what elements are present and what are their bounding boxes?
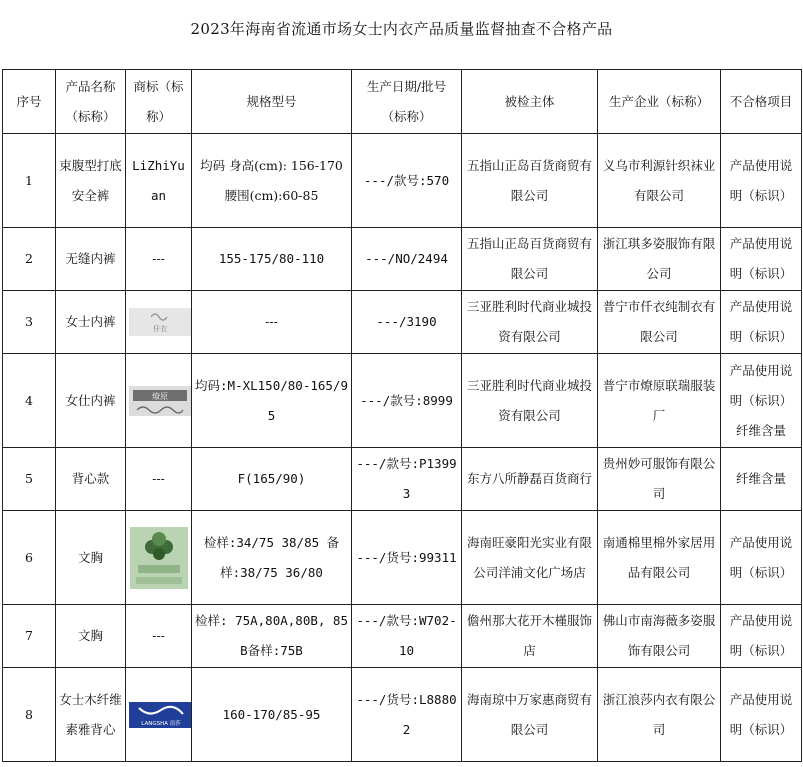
table-row: [3, 228, 802, 291]
cell-product-name: 女仕内裤: [56, 354, 126, 448]
cell-manufacturer: 普宁市燎原联瑞服装厂: [598, 354, 721, 448]
cell-date-batch: ---/款号:570: [352, 134, 462, 228]
cell-no: 7: [3, 605, 56, 668]
table-row: [3, 448, 802, 511]
cell-failed-item: 产品使用说明（标识）: [721, 228, 802, 291]
cell-brand: [126, 511, 192, 605]
cell-spec: ---: [192, 291, 352, 354]
cell-brand: [126, 354, 192, 448]
cell-spec: 均码:M-XL150/80-165/95: [192, 354, 352, 448]
svg-text:LANGSHA 浪莎: LANGSHA 浪莎: [141, 720, 181, 727]
cell-brand: ---: [126, 228, 192, 291]
cell-inspected-entity: 五指山正岛百货商贸有限公司: [462, 134, 598, 228]
cell-failed-item: 产品使用说明（标识）: [721, 291, 802, 354]
cell-failed-item: 纤维含量: [721, 448, 802, 511]
cell-manufacturer: 浙江琪多姿服饰有限公司: [598, 228, 721, 291]
cell-product-name: 背心款: [56, 448, 126, 511]
cell-no: 2: [3, 228, 56, 291]
green-flower-logo: [130, 527, 188, 589]
cell-no: 5: [3, 448, 56, 511]
table-row: [3, 605, 802, 668]
cell-date-batch: ---/款号:P13993: [352, 448, 462, 511]
cell-spec: 均码 身高(cm): 156-170腰围(cm):60-85: [192, 134, 352, 228]
col-header-date-batch: 生产日期/批号（标称）: [352, 70, 462, 134]
cell-manufacturer: 普宁市仟衣纯制衣有限公司: [598, 291, 721, 354]
cell-product-name: 无缝内裤: [56, 228, 126, 291]
cell-no: 3: [3, 291, 56, 354]
cell-inspected-entity: 海南旺豪阳光实业有限公司洋浦文化广场店: [462, 511, 598, 605]
cell-manufacturer: 佛山市南海薇多姿服饰有限公司: [598, 605, 721, 668]
svg-text:燎原: 燎原: [152, 391, 168, 401]
cell-spec: 160-170/85-95: [192, 668, 352, 762]
table-row: [3, 511, 802, 605]
cell-product-name: 女士内裤: [56, 291, 126, 354]
cell-brand: [126, 291, 192, 354]
svg-text:仟衣: 仟衣: [153, 325, 167, 333]
cell-failed-item: 产品使用说明（标识）: [721, 668, 802, 762]
cell-spec: 检样: 75A,80A,80B, 85B备样:75B: [192, 605, 352, 668]
cell-no: 6: [3, 511, 56, 605]
cell-failed-item: 产品使用说明（标识）纤维含量: [721, 354, 802, 448]
cell-date-batch: ---/NO/2494: [352, 228, 462, 291]
cell-inspected-entity: 五指山正岛百货商贸有限公司: [462, 228, 598, 291]
cell-manufacturer: 南通棉里棉外家居用品有限公司: [598, 511, 721, 605]
cell-no: 8: [3, 668, 56, 762]
cell-brand: ---: [126, 448, 192, 511]
cell-product-name: 束腹型打底安全裤: [56, 134, 126, 228]
col-header-brand: 商标（标称）: [126, 70, 192, 134]
cell-product-name: 文胸: [56, 511, 126, 605]
cell-date-batch: ---/货号:L88802: [352, 668, 462, 762]
cell-manufacturer: 贵州妙可服饰有限公司: [598, 448, 721, 511]
cell-brand: ---: [126, 605, 192, 668]
cell-product-name: 文胸: [56, 605, 126, 668]
cell-date-batch: ---/3190: [352, 291, 462, 354]
cell-inspected-entity: 东方八所静磊百货商行: [462, 448, 598, 511]
cell-brand: LiZhiYuan: [126, 134, 192, 228]
cell-inspected-entity: 三亚胜利时代商业城投资有限公司: [462, 354, 598, 448]
cell-manufacturer: 义乌市利源针织袜业有限公司: [598, 134, 721, 228]
table-row: [3, 134, 802, 228]
table-row: [3, 291, 802, 354]
cell-inspected-entity: 儋州那大花开木槿服饰店: [462, 605, 598, 668]
cell-date-batch: ---/货号:99311: [352, 511, 462, 605]
cell-inspected-entity: 三亚胜利时代商业城投资有限公司: [462, 291, 598, 354]
cell-spec: 检样:34/75 38/85 备样:38/75 36/80: [192, 511, 352, 605]
col-header-manufacturer: 生产企业（标称）: [598, 70, 721, 134]
cell-date-batch: ---/款号:W702-10: [352, 605, 462, 668]
purple-script-logo: [129, 386, 191, 416]
cell-no: 4: [3, 354, 56, 448]
col-header-no: 序号: [3, 70, 56, 134]
qm-brand-logo: [129, 308, 191, 336]
page-title: 2023年海南省流通市场女士内衣产品质量监督抽查不合格产品: [190, 20, 613, 38]
cell-failed-item: 产品使用说明（标识）: [721, 605, 802, 668]
col-header-product-name: 产品名称（标称）: [56, 70, 126, 134]
table-row: [3, 354, 802, 448]
col-header-inspected-entity: 被检主体: [462, 70, 598, 134]
cell-date-batch: ---/款号:8999: [352, 354, 462, 448]
col-header-spec: 规格型号: [192, 70, 352, 134]
blue-wave-logo: [129, 702, 192, 728]
cell-inspected-entity: 海南琼中万家惠商贸有限公司: [462, 668, 598, 762]
cell-spec: 155-175/80-110: [192, 228, 352, 291]
cell-product-name: 女士木纤维素雅背心: [56, 668, 126, 762]
cell-failed-item: 产品使用说明（标识）: [721, 134, 802, 228]
cell-manufacturer: 浙江浪莎内衣有限公司: [598, 668, 721, 762]
cell-brand: [126, 668, 192, 762]
col-header-failed-item: 不合格项目: [721, 70, 802, 134]
header-row: [3, 70, 802, 134]
table-row: [3, 668, 802, 762]
cell-failed-item: 产品使用说明（标识）: [721, 511, 802, 605]
cell-spec: F(165/90): [192, 448, 352, 511]
cell-no: 1: [3, 134, 56, 228]
results-table: [2, 69, 802, 762]
